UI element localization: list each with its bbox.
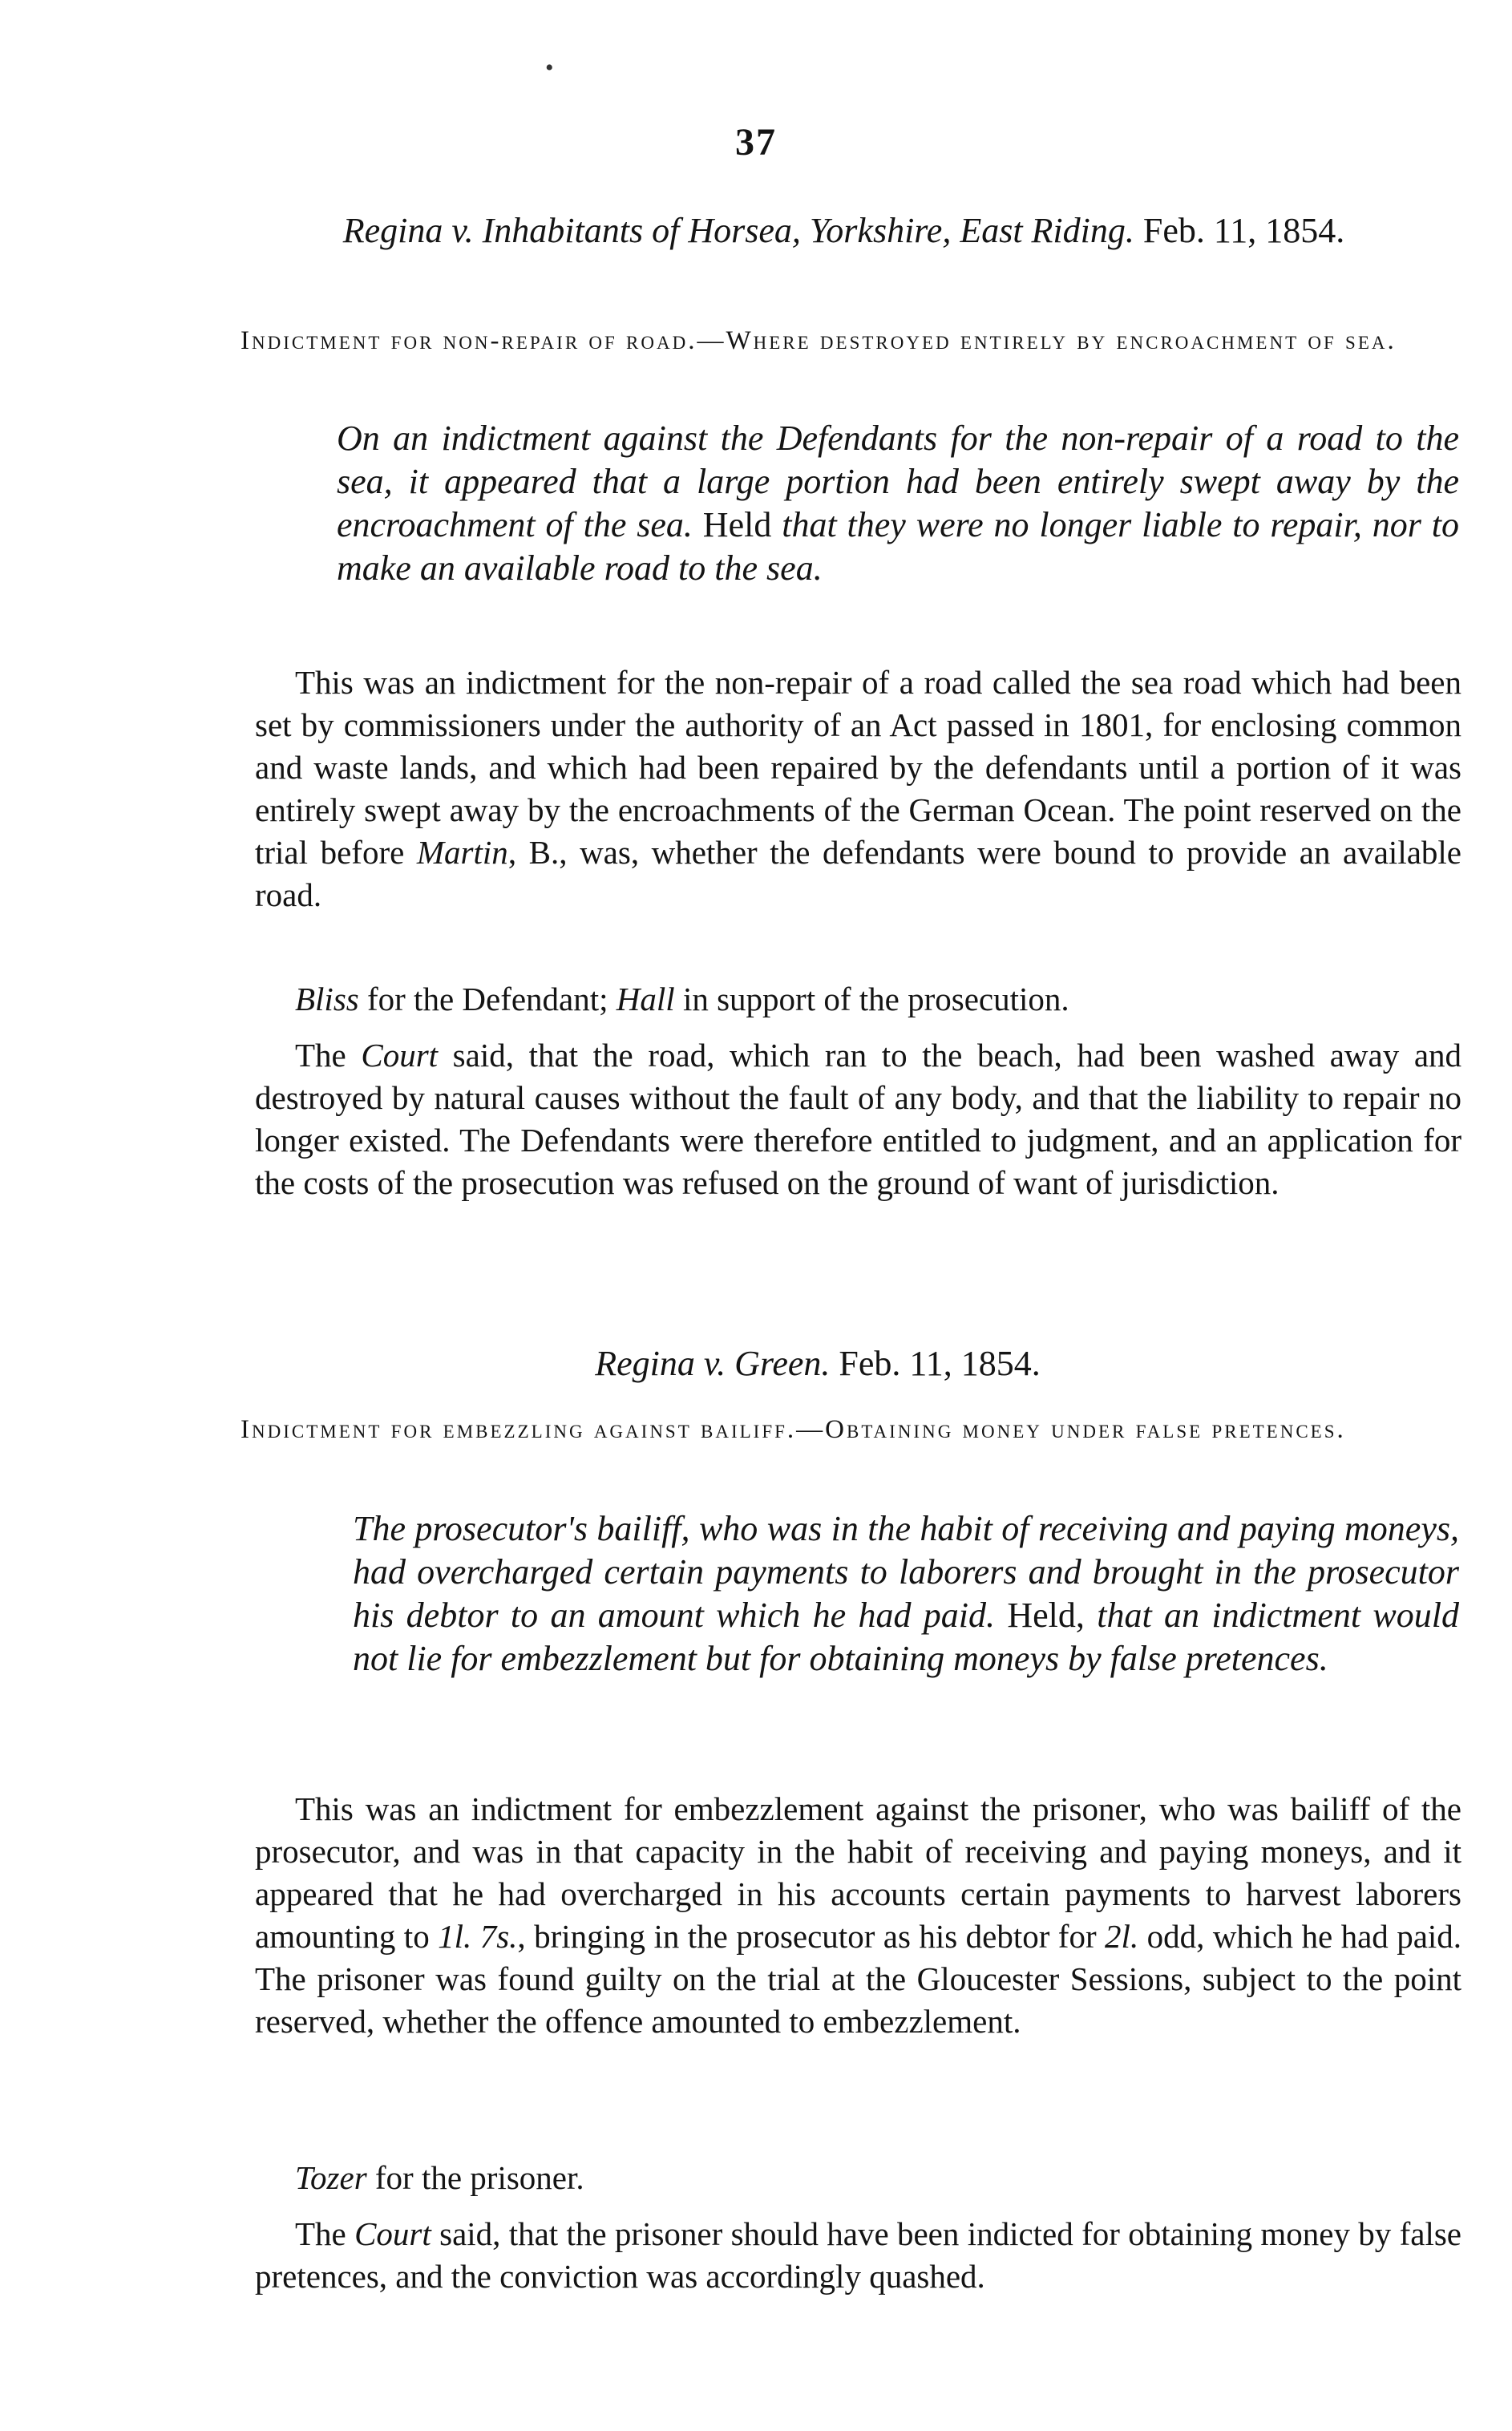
counsel-name: Tozer bbox=[295, 2159, 367, 2196]
paragraph-text: , bringing in the prosecutor as his debtor for bbox=[517, 1918, 1097, 1955]
judgment-paragraph bbox=[255, 2213, 1461, 2298]
held-text: that they were no longer liable to repair, nor to make an available road to the sea. bbox=[337, 505, 1459, 588]
case-date: Feb. 11, 1854. bbox=[839, 1344, 1041, 1383]
case-topic: Indictment for embezzling against bailiff.—Obtaining money under false pretences. bbox=[241, 1415, 1346, 1444]
counsel-name: Bliss bbox=[295, 981, 359, 1017]
amount: 1l. 7s. bbox=[438, 1918, 518, 1955]
paragraph-text: , B., was, whether the defendants were bound to provide an available road. bbox=[255, 834, 1462, 913]
court-label: Court bbox=[361, 1037, 439, 1074]
paragraph-text: The bbox=[295, 1037, 346, 1074]
held-text: that an indictment would not lie for embezzlement but for obtaining moneys by false pretences. bbox=[353, 1596, 1460, 1678]
head-note-text: The prosecutor's bailiff, who was in the habit of receiving and paying moneys, had overcharged certain payments to laborers and brought in the prosecutor his debtor to an amount which he had paid. bbox=[353, 1509, 1459, 1635]
case-name: Regina v. Green. bbox=[595, 1344, 831, 1383]
paragraph-text: This was an indictment for embezzlement against the prisoner, who was bailiff of the prosecutor, and was in that capacity in the habit of receiving and paying moneys, and it appeared that he had overcharged in his accounts certain payments to harvest laborers amounting to bbox=[255, 1790, 1461, 1955]
body-paragraph bbox=[255, 1788, 1461, 2043]
case-title bbox=[224, 210, 1463, 252]
paragraph-text: The bbox=[295, 2215, 346, 2252]
case-title bbox=[257, 1343, 1379, 1385]
court-label: Court bbox=[354, 2215, 431, 2252]
amount: 2l. bbox=[1105, 1918, 1139, 1955]
counsel-role: for the Defendant; bbox=[367, 981, 608, 1017]
paragraph-text: said, that the road, which ran to the beach, had been washed away and destroyed by natural causes without the fault of any body, and that the liability to repair no longer existed. The Defendants were therefore entitled to judgment, and an application for the costs of the prosecution was refused on the ground of want of jurisdiction. bbox=[255, 1037, 1462, 1201]
case-name: Regina v. Inhabitants of Horsea, Yorkshire, East Riding. bbox=[342, 211, 1134, 250]
counsel-role: in support of the prosecution. bbox=[682, 981, 1069, 1017]
paragraph-text: This was an indictment for the non-repair of a road called the sea road which had been set by commissioners under the authority of an Act passed in 1801, for enclosing common and waste lands, and which had been repaired by the defendants until a portion of it was entirely swept away by the encroachments of the German Ocean. The point reserved on the trial before bbox=[255, 664, 1461, 871]
body-paragraph bbox=[255, 661, 1461, 916]
case-date: Feb. 11, 1854. bbox=[1142, 211, 1345, 250]
counsel-role: for the prisoner. bbox=[374, 2159, 584, 2196]
case-topic: Indictment for non-repair of road.—Where destroyed entirely by encroachment of sea. bbox=[241, 326, 1397, 355]
paragraph-text: odd, which he had paid. The prisoner was found guilty on the trial at the Gloucester Sessions, subject to the point reserved, whether the offence amounted to embezzlement. bbox=[255, 1918, 1462, 2040]
head-note-text: On an indictment against the Defendants for the non-repair of a road to the sea, it appeared that a large portion had been entirely swept away by the encroachment of the sea. bbox=[337, 419, 1459, 544]
judgment-paragraph bbox=[255, 1034, 1461, 1204]
held-label: Held bbox=[702, 505, 772, 544]
page-number: 37 bbox=[735, 121, 777, 164]
counsel-line bbox=[255, 978, 1461, 1021]
counsel-line bbox=[255, 2157, 1461, 2199]
head-note bbox=[337, 417, 1459, 590]
counsel-name: Hall bbox=[616, 981, 675, 1017]
head-note bbox=[353, 1507, 1459, 1681]
held-label: Held, bbox=[1007, 1596, 1085, 1635]
paragraph-text: said, that the prisoner should have been indicted for obtaining money by false pretences, and the conviction was accordingly quashed. bbox=[255, 2215, 1462, 2295]
judge-name: Martin bbox=[416, 834, 508, 871]
print-speck: • bbox=[545, 55, 554, 81]
